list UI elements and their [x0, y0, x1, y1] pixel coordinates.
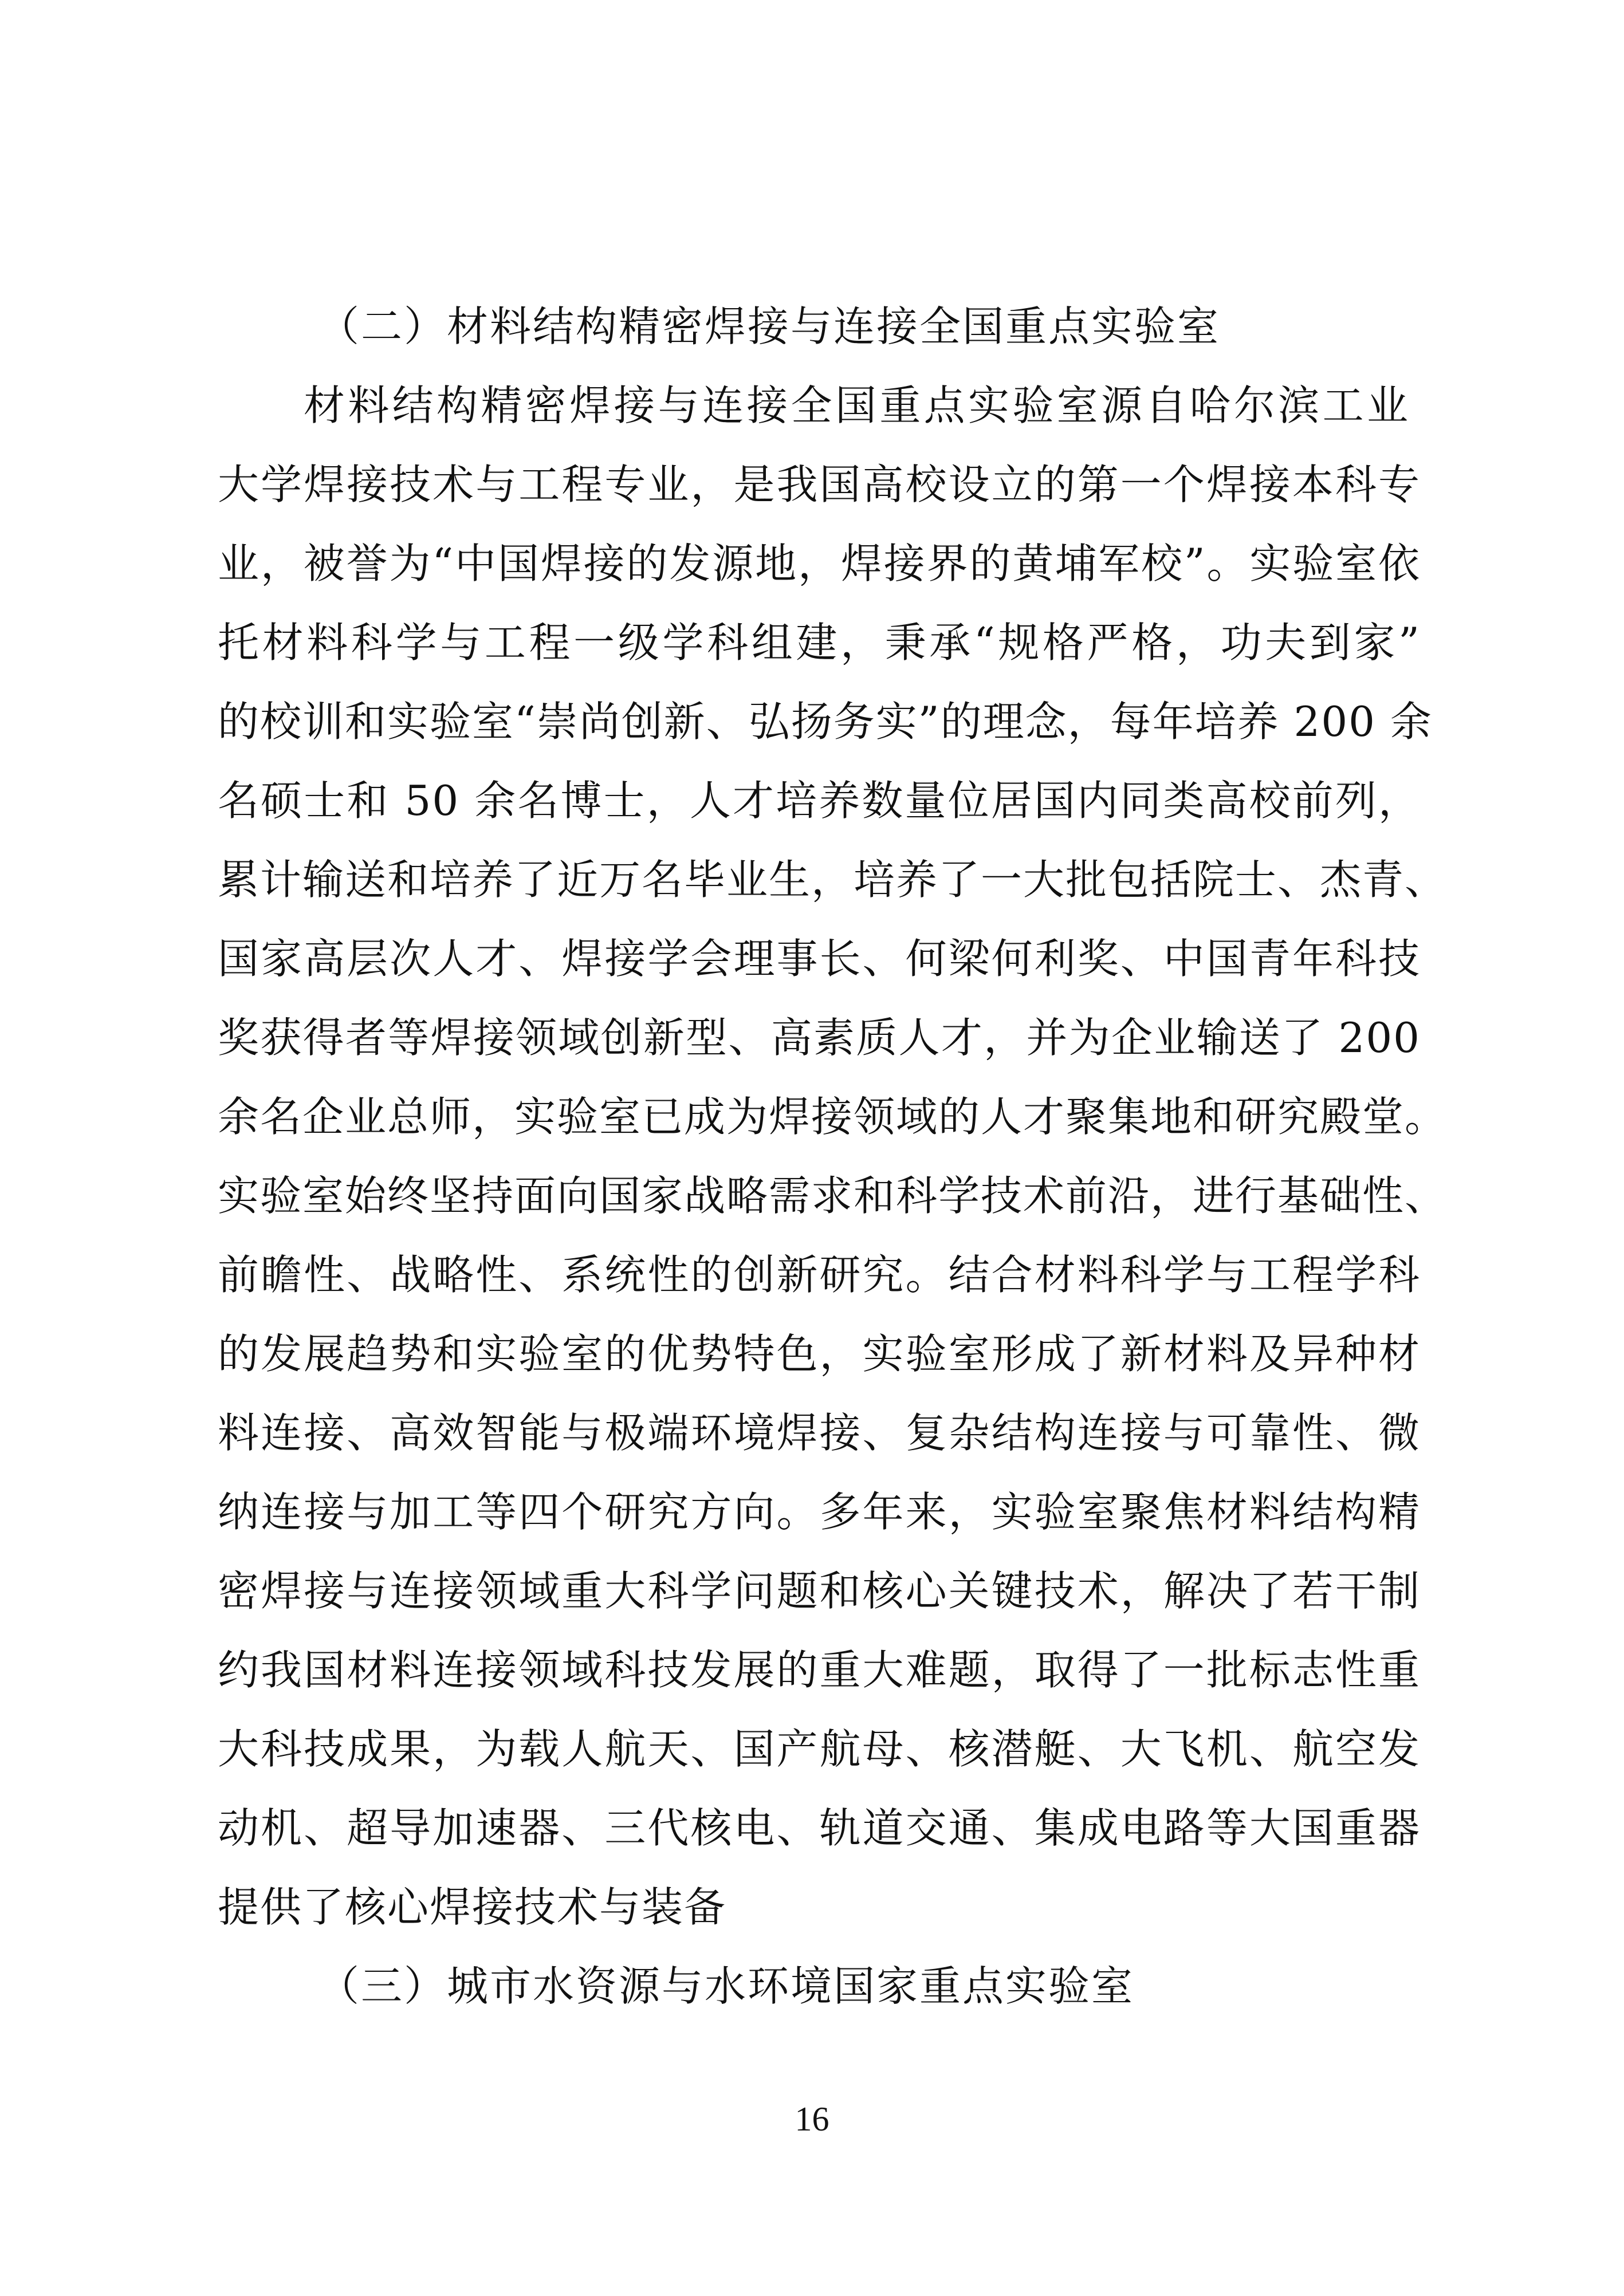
paragraph-line: 累计输送和培养了近万名毕业生，培养了一大批包括院士、杰青、	[218, 856, 1448, 904]
section-heading-2: （二）材料结构精密焊接与连接全国重点实验室	[318, 302, 1221, 350]
paragraph-line: 托材料科学与工程一级学科组建，秉承“规格严格，功夫到家”	[218, 619, 1421, 667]
paragraph-line: 材料结构精密焊接与连接全国重点实验室源自哈尔滨工业	[304, 381, 1409, 430]
paragraph-line: 的校训和实验室“崇尚创新、弘扬务实”的理念，每年培养 200 余	[218, 698, 1433, 746]
paragraph-line: 大科技成果，为载人航天、国产航母、核潜艇、大飞机、航空发	[218, 1725, 1421, 1773]
paragraph-line: 大学焊接技术与工程专业，是我国高校设立的第一个焊接本科专	[218, 460, 1421, 509]
paragraph-line: 料连接、高效智能与极端环境焊接、复杂结构连接与可靠性、微	[218, 1409, 1421, 1457]
paragraph-line: 动机、超导加速器、三代核电、轨道交通、集成电路等大国重器	[218, 1804, 1421, 1852]
paragraph-line: 名硕士和 50 余名博士，人才培养数量位居国内同类高校前列，	[218, 777, 1421, 825]
paragraph-line: 实验室始终坚持面向国家战略需求和科学技术前沿，进行基础性、	[218, 1172, 1448, 1220]
paragraph-line: 国家高层次人才、焊接学会理事长、何梁何利奖、中国青年科技	[218, 935, 1421, 983]
page-number: 16	[795, 2100, 829, 2138]
paragraph-line: 纳连接与加工等四个研究方向。多年来，实验室聚焦材料结构精	[218, 1488, 1421, 1536]
paragraph-line: 奖获得者等焊接领域创新型、高素质人才，并为企业输送了 200	[218, 1014, 1421, 1062]
paragraph-line: 前瞻性、战略性、系统性的创新研究。结合材料科学与工程学科	[218, 1251, 1421, 1299]
paragraph-line: 的发展趋势和实验室的优势特色，实验室形成了新材料及异种材	[218, 1330, 1421, 1378]
paragraph-line: 余名企业总师，实验室已成为焊接领域的人才聚集地和研究殿堂。	[218, 1093, 1448, 1141]
section-heading-3: （三）城市水资源与水环境国家重点实验室	[318, 1962, 1135, 2010]
paragraph-line: 业，被誉为“中国焊接的发源地，焊接界的黄埔军校”。实验室依	[218, 539, 1421, 588]
paragraph-line: 约我国材料连接领域科技发展的重大难题，取得了一批标志性重	[218, 1646, 1421, 1694]
paragraph-line: 密焊接与连接领域重大科学问题和核心关键技术，解决了若干制	[218, 1567, 1421, 1615]
paragraph-line: 提供了核心焊接技术与装备	[218, 1883, 727, 1931]
